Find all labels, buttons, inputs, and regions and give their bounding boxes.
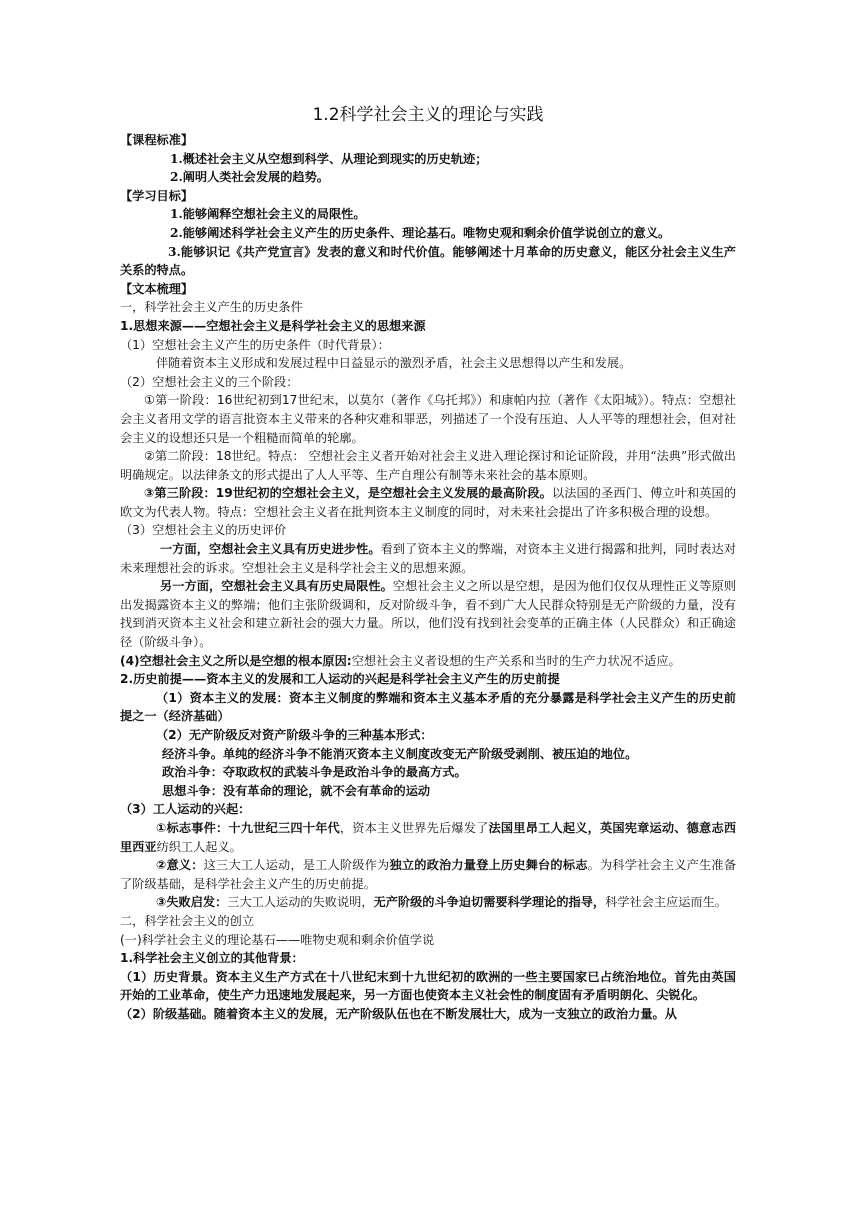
heading-text-review: 【文本梳理】 xyxy=(120,281,194,296)
document-body xyxy=(120,104,736,1024)
evaluation-paragraph xyxy=(120,540,736,577)
stage-paragraph xyxy=(120,484,736,521)
workers-paragraph xyxy=(120,893,736,912)
point-heading: （2）无产阶级反对资产阶级斗争的三种基本形式： xyxy=(156,728,433,742)
stage-label: ①第一阶段：16世纪初到17世纪末，以莫尔（著作《乌托邦》）和康帕内拉（著作《太阳城》）。 xyxy=(144,393,663,408)
struggle-form: 经济斗争。单纯的经济斗争不能消灭资本主义制度改变无产阶级受剥削、被压迫的地位。 xyxy=(162,746,638,761)
root-cause-paragraph xyxy=(120,652,736,671)
stage-paragraph xyxy=(120,391,736,447)
text-normal: 这三大工人运动，是工人阶级作为 xyxy=(203,858,390,873)
paragraph: 伴随着资本主义形成和发展过程中日益显示的激烈矛盾，社会主义思想得以产生和发展。 xyxy=(156,356,632,371)
course-standard-item: 1.概述社会主义从空想到科学、从理论到现实的历史轨迹； xyxy=(170,151,488,166)
document-title: 1.2科学社会主义的理论与实践 xyxy=(312,105,544,125)
text-bold: ②意义： xyxy=(156,858,204,873)
text-normal: 三大工人运动的失败说明， xyxy=(227,895,374,910)
stage-label: ③第三阶段：19世纪初的空想社会主义，是空想社会主义发展的最高阶段。 xyxy=(144,486,552,501)
background-paragraph: （2）阶级基础。随着资本主义的发展，无产阶级队伍也在不断发展壮大，成为一支独立的政治力量。从 xyxy=(120,1006,677,1021)
subsection-heading: 1.思想来源——空想社会主义是科学社会主义的思想来源 xyxy=(120,318,426,333)
text-normal: 纺织工人起义。 xyxy=(156,839,242,854)
text-normal: ，资本主义世界先后爆发了 xyxy=(339,820,489,835)
evaluation-label: 一方面，空想社会主义具有历史进步性。 xyxy=(160,542,381,557)
struggle-form: 政治斗争：夺取政权的武装斗争是政治斗争的最高方式。 xyxy=(162,765,467,780)
text-bold: 无产阶级的斗争迫切需要科学理论的指导， xyxy=(373,895,606,910)
stage-label: ②第二阶段：18世纪。 xyxy=(144,449,269,464)
background-paragraph: （1）历史背景。资本主义生产方式在十八世纪末到十九世纪初的欧洲的一些主要国家已占统治地位。首先由英国开始的工业革命，使生产力迅速地发展起来，另一方面也使资本主义社会性的制度固有矛盾明朗化、尖锐化。 xyxy=(120,969,736,1003)
learning-goal-item: 2.能够阐述科学社会主义产生的历史条件、理论基石。唯物史观和剩余价值学说创立的意义。 xyxy=(170,225,671,240)
evaluation-label: 另一方面，空想社会主义具有历史局限性。 xyxy=(160,579,393,594)
root-cause-text: 空想社会主义者设想的生产关系和当时的生产力状况不适应。 xyxy=(351,653,681,668)
section-heading: 一，科学社会主义产生的历史条件 xyxy=(120,300,303,315)
heading-learning-goals: 【学习目标】 xyxy=(120,188,194,203)
point-heading: （3）空想社会主义的历史评价 xyxy=(120,523,287,538)
learning-goal-item: 1.能够阐释空想社会主义的局限性。 xyxy=(170,207,366,222)
text-normal: 。为科学社会主义产生准备了阶级基础，是科学社会主义产生的历史前提。 xyxy=(120,858,737,891)
stage-text: 特点：空想社会主义者用文学的语言批资本主义带来的各种灾难和罪恶，列描述了一个没有压迫、人人平等的理想社会，但对社会主义的设想还只是一个粗糙而简单的轮廓。 xyxy=(120,393,736,445)
text-bold: ①标志事件：十九世纪三四十年代 xyxy=(156,820,340,835)
point-heading: （3）工人运动的兴起： xyxy=(120,802,251,817)
stage-text: 特点： 空想社会主义者开始对社会主义进入理论探讨和论证阶段，并用“法典”形式做出明确规定。以法律条文的形式提出了人人平等、生产自理公有制等未来社会的基本原则。 xyxy=(120,449,736,482)
course-standard-item: 2.阐明人类社会发展的趋势。 xyxy=(170,170,329,185)
evaluation-text: 空想社会主义之所以是空想，是因为他们仅仅从理性正义等原则出发揭露资本主义的弊端；他们主张阶级调和，反对阶级斗争，看不到广大人民群众特别是无产阶级的力量，没有找到消灭资本主义社会和建立新社会的强大力量。所以，他们没有找到社会变革的正确主体（人民群众）和正确途径（阶级斗争）。 xyxy=(120,579,737,650)
evaluation-text: 看到了资本主义的弊端，对资本主义进行揭露和批判，同时表达对未来理想社会的诉求。空想社会主义是科学社会主义的思想来源。 xyxy=(120,542,737,575)
learning-goal-item: 3.能够识记《共产党宣言》发表的意义和时代价值。能够阐述十月革命的历史意义，能区分社会主义生产关系的特点。 xyxy=(120,244,736,278)
workers-paragraph xyxy=(120,819,736,856)
root-cause-label: (4)空想社会主义之所以是空想的根本原因: xyxy=(120,653,352,668)
struggle-form: 思想斗争：没有革命的理论，就不会有革命的运动 xyxy=(162,783,431,798)
subsection-heading: 2.历史前提——资本主义的发展和工人运动的兴起是科学社会主义产生的历史前提 xyxy=(120,672,560,687)
point-heading: （1）空想社会主义产生的历史条件（时代背景）： xyxy=(120,337,390,352)
stage-paragraph xyxy=(120,447,736,484)
stage-text: 以法国的圣西门、傅立叶和英国的欧文为代表人物。特点：空想社会主义者在批判资本主义制度的同时，对未来社会提出了许多积极合理的设想。 xyxy=(120,486,737,519)
point-heading: （2）空想社会主义的三个阶段： xyxy=(120,374,299,389)
text-bold: ③失败启发： xyxy=(156,895,228,910)
subsection-heading: (一)科学社会主义的理论基石——唯物史观和剩余价值学说 xyxy=(120,932,435,947)
point-paragraph: （1）资本主义的发展：资本主义制度的弊端和资本主义基本矛盾的充分暴露是科学社会主义产生的历史前提之一（经济基础） xyxy=(120,690,736,724)
point-heading: 1.科学社会主义创立的其他背景： xyxy=(120,951,304,966)
text-bold: 法国里昂工人起义，英国宪章运动、德意志西里西亚 xyxy=(120,820,737,854)
workers-paragraph xyxy=(120,856,736,893)
text-normal: 科学社会主应运而生。 xyxy=(605,895,727,910)
text-bold: 独立的政治力量登上历史舞台的标志 xyxy=(389,858,588,873)
evaluation-paragraph xyxy=(120,577,736,651)
section-heading: 二，科学社会主义的创立 xyxy=(120,913,255,928)
heading-course-standard: 【课程标准】 xyxy=(120,133,194,147)
